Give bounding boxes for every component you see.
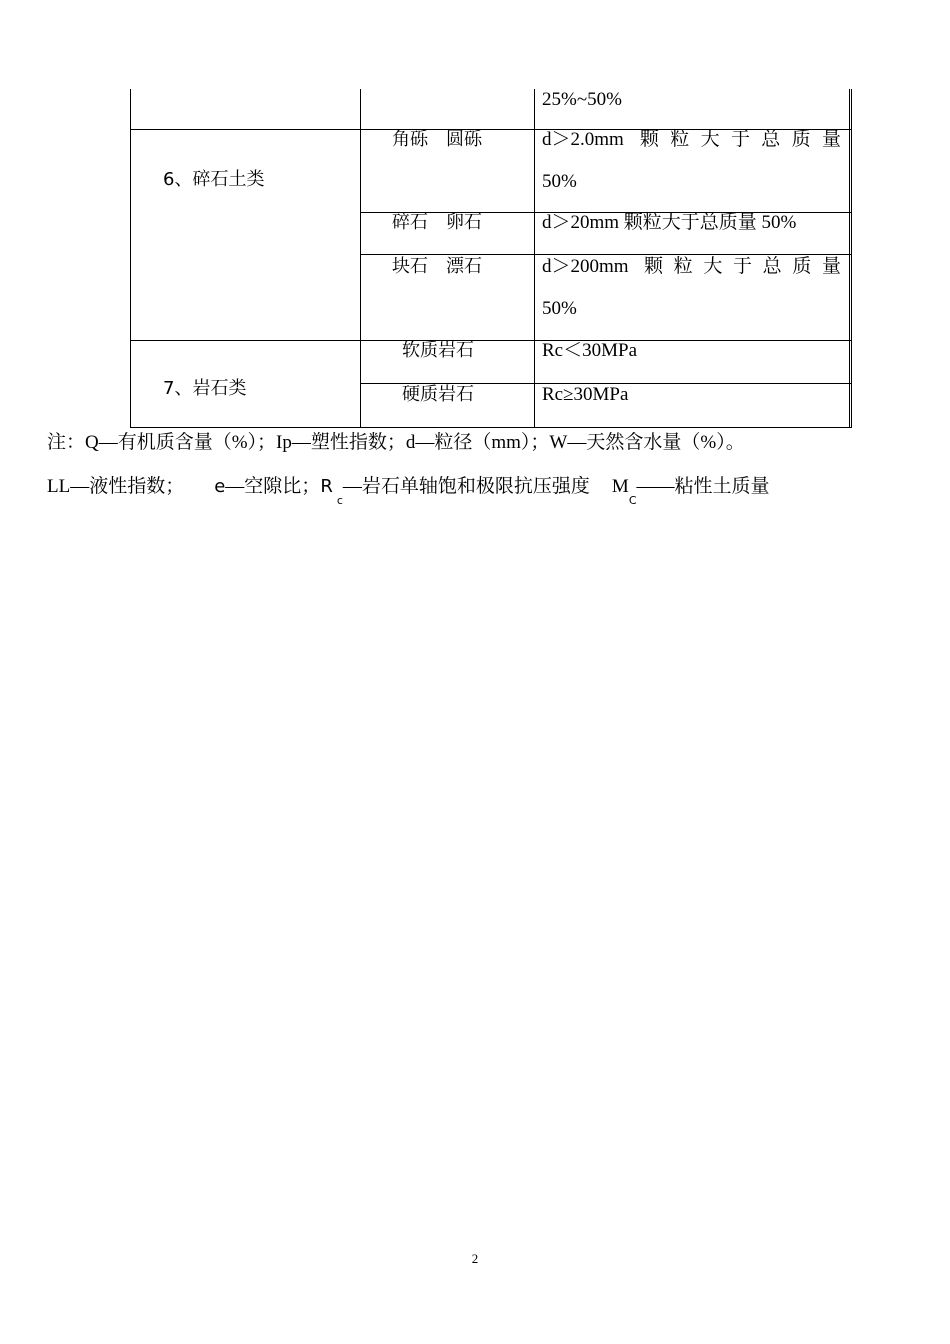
table-cell-name: 软质岩石 [402,340,474,361]
table-cell-name: 硬质岩石 [402,384,474,405]
group-label-gravel-soil: 6、碎石土类 [163,169,265,190]
note-text: M [611,476,629,497]
table-cell-value: 50% [542,298,577,319]
table-cell-value: d＞20mm 颗粒大于总质量 50% [542,212,797,233]
note-text: R [320,476,333,497]
table-col-divider-1 [360,89,361,428]
note-text: e [214,476,226,497]
table-cell-value: 25%~50% [542,89,622,110]
page-number: 2 [471,1251,479,1266]
table-cell-value: Rc＜30MPa [542,340,638,361]
table-border-right-outer [851,89,852,428]
table-note-line-2 [47,471,770,507]
table-cell-value: d＞200mm 颗粒大于总质量 [542,256,841,277]
table-border-right [849,89,850,428]
table-cell-value: 50% [542,171,577,192]
table-cell-value: d＞2.0mm 颗粒大于总质量 [542,129,841,150]
note-subscript: C [628,494,637,507]
note-text: —岩石单轴饱和极限抗压强度 [342,476,590,497]
note-text: ——粘性土质量 [636,476,770,497]
note-text: —空隙比； [225,476,321,497]
table-cell-value: Rc≥30MPa [542,384,629,405]
group-label-rock: 7、岩石类 [163,378,247,399]
note-subscript: c [336,494,343,507]
table-row-divider [130,340,851,341]
note-text: LL—液性指数； [47,476,185,497]
table-cell-name: 块石 漂石 [392,256,482,277]
table-note-line-1: 注：Q—有机质含量（%）；Ip—塑性指数；d—粒径（mm）；W—天然含水量（%）。 [47,432,745,453]
table-cell-name: 角砾 圆砾 [392,129,482,150]
soil-classification-table [130,89,851,428]
table-col-divider-2 [534,89,535,428]
table-border-left [130,89,131,428]
table-cell-name: 碎石 卵石 [392,212,482,233]
